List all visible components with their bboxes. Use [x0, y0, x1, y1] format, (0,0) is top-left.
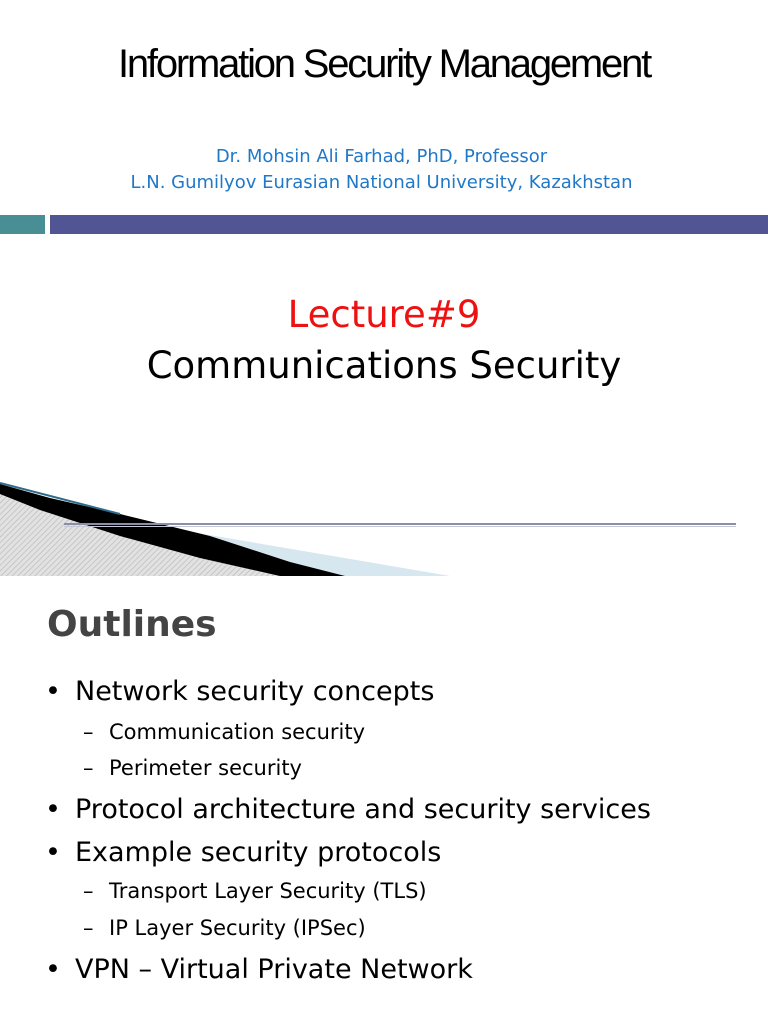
sub-bullet-text: Communication security: [109, 720, 366, 744]
accent-bar-left: [0, 215, 45, 234]
bullet-mark: •: [45, 954, 61, 985]
lecture-topic: Communications Security: [146, 344, 622, 387]
bullet-text: VPN – Virtual Private Network: [75, 954, 473, 985]
sub-bullet-item: [83, 756, 302, 780]
dash-mark: –: [83, 756, 94, 780]
sub-bullet-text: Transport Layer Security (TLS): [109, 879, 427, 903]
bullet-item: [45, 794, 651, 825]
outlines-slide: [0, 576, 768, 1024]
bullet-text: Protocol architecture and security services: [75, 794, 651, 825]
outlines-title: Outlines: [47, 604, 217, 645]
dash-mark: –: [83, 879, 94, 903]
author-affiliation: L.N. Gumilyov Eurasian National University, Kazakhstan: [130, 172, 633, 193]
sub-bullet-item: [83, 916, 366, 940]
decorative-swoosh: [0, 480, 768, 576]
bullet-mark: •: [45, 676, 61, 707]
bullet-mark: •: [45, 837, 61, 868]
sub-bullet-item: [83, 720, 365, 744]
sub-bullet-text: Perimeter security: [109, 756, 302, 780]
bullet-item: [45, 837, 441, 868]
author-name: Dr. Mohsin Ali Farhad, PhD, Professor: [215, 146, 548, 167]
bullet-item: [45, 954, 473, 985]
bullet-text: Network security concepts: [75, 676, 435, 707]
lecture-number: Lecture#9: [287, 293, 481, 336]
bullet-text: Example security protocols: [75, 837, 442, 868]
bullet-item: [45, 676, 434, 707]
sub-bullet-text: IP Layer Security (IPSec): [109, 916, 366, 940]
accent-bar-right: [50, 215, 768, 234]
sub-bullet-item: [83, 879, 427, 903]
dash-mark: –: [83, 720, 94, 744]
dash-mark: –: [83, 916, 94, 940]
course-title: Information Security Management: [117, 42, 651, 86]
bullet-mark: •: [45, 794, 61, 825]
